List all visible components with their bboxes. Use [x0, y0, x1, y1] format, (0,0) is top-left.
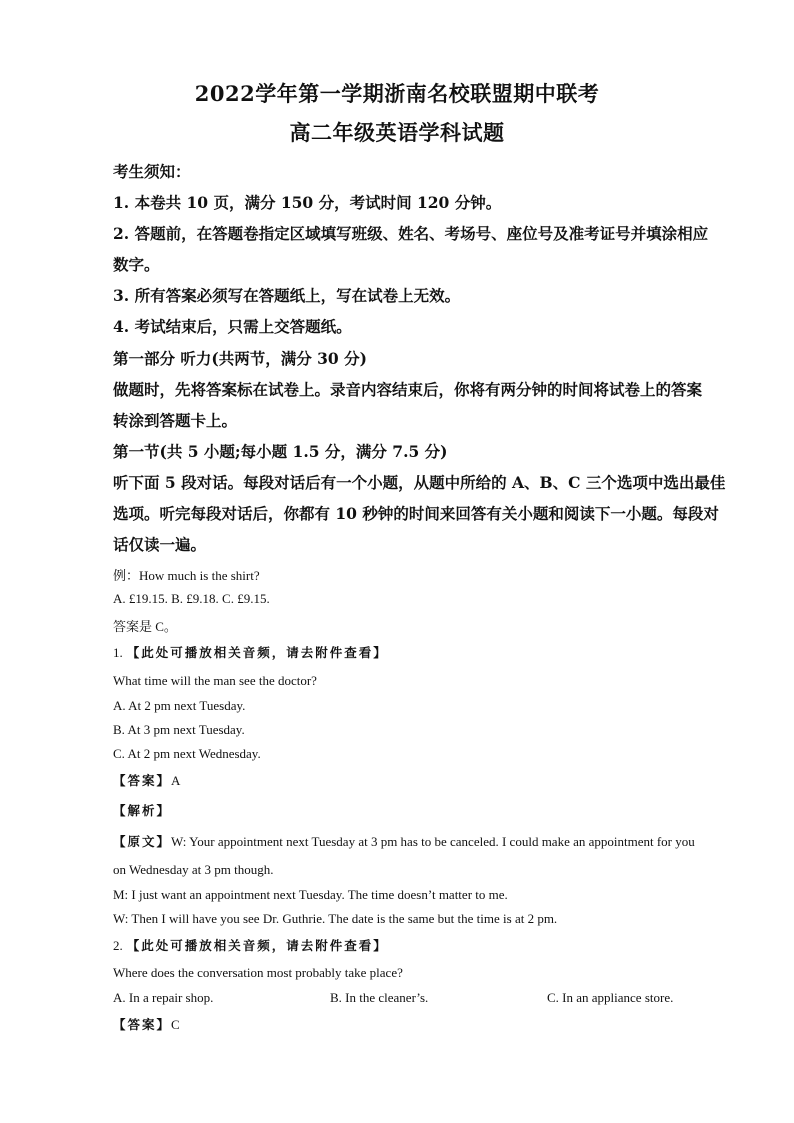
example-question: 例：How much is the shirt?: [113, 568, 260, 583]
section1-instruction: 选项。听完每段对话后，你都有 10 秒钟的时间来回答有关小题和阅读下一小题。每段对: [113, 504, 719, 523]
question-1-text: What time will the man see the doctor?: [113, 673, 317, 688]
exam-title: 2022学年第一学期浙南名校联盟期中联考: [194, 81, 600, 106]
transcript-text: on Wednesday at 3 pm though.: [113, 862, 274, 877]
section1-heading: 第一节(共 5 小题;每小题 1.5 分，满分 7.5 分): [113, 442, 448, 461]
part1-heading: 第一部分 听力(共两节，满分 30 分): [113, 349, 367, 368]
audio-note: 【此处可播放相关音频，请去附件查看】: [126, 938, 388, 953]
part1-instruction: 转涂到答题卡上。: [113, 411, 238, 430]
transcript-row: [113, 832, 753, 851]
option-c: C. At 2 pm next Wednesday.: [113, 746, 261, 761]
option-b: B. At 3 pm next Tuesday.: [113, 722, 245, 737]
section1-instruction: 话仅读一遍。: [113, 535, 207, 554]
notice-item: 2. 答题前，在答题卷指定区域填写班级、姓名、考场号、座位号及准考证号并填涂相应: [113, 224, 709, 243]
question-2-header: [113, 936, 753, 955]
part1-instruction: 做题时，先将答案标在试卷上。录音内容结束后，你将有两分钟的时间将试卷上的答案: [113, 380, 703, 399]
answer-row: [113, 771, 753, 790]
notice-item: 1. 本卷共 10 页，满分 150 分，考试时间 120 分钟。: [113, 193, 502, 212]
transcript-text: M: I just want an appointment next Tuesday. The time doesn’t matter to me.: [113, 887, 508, 902]
question-1-header: [113, 643, 753, 662]
transcript-text: W: Your appointment next Tuesday at 3 pm has to be canceled. I could make an appointment for you: [171, 834, 695, 849]
notice-item: 数字。: [113, 255, 160, 274]
transcript-text: W: Then I will have you see Dr. Guthrie. The date is the same but the time is at 2 pm.: [113, 911, 558, 926]
question-2-text: Where does the conversation most probably take place?: [113, 965, 403, 980]
notice-item: 4. 考试结束后，只需上交答题纸。: [113, 317, 352, 336]
answer-row: [113, 1015, 753, 1034]
option-c: C. In an appliance store.: [547, 990, 674, 1005]
example-answer: 答案是 C。: [113, 619, 177, 634]
analysis-label: 【解析】: [113, 803, 172, 818]
option-a: A. At 2 pm next Tuesday.: [113, 698, 246, 713]
answer-label: 【答案】: [113, 1017, 172, 1032]
transcript-label: 【原文】: [113, 834, 172, 849]
question-number: 1.: [113, 645, 123, 660]
notice-item: 3. 所有答案必须写在答题纸上，写在试卷上无效。: [113, 286, 461, 305]
example-options: A. £19.15. B. £9.18. C. £9.15.: [113, 591, 270, 606]
answer-value: A: [171, 773, 181, 788]
notice-heading: 考生须知：: [113, 162, 191, 181]
audio-note: 【此处可播放相关音频，请去附件查看】: [126, 645, 388, 660]
section1-instruction: 听下面 5 段对话。每段对话后有一个小题，从题中所给的 A、B、C 三个选项中选出最佳: [113, 473, 726, 492]
option-a: A. In a repair shop.: [113, 990, 214, 1005]
answer-label: 【答案】: [113, 773, 172, 788]
question-number: 2.: [113, 938, 123, 953]
option-b: B. In the cleaner’s.: [330, 990, 429, 1005]
exam-subtitle: 高二年级英语学科试题: [289, 120, 505, 145]
answer-value: C: [171, 1017, 180, 1032]
